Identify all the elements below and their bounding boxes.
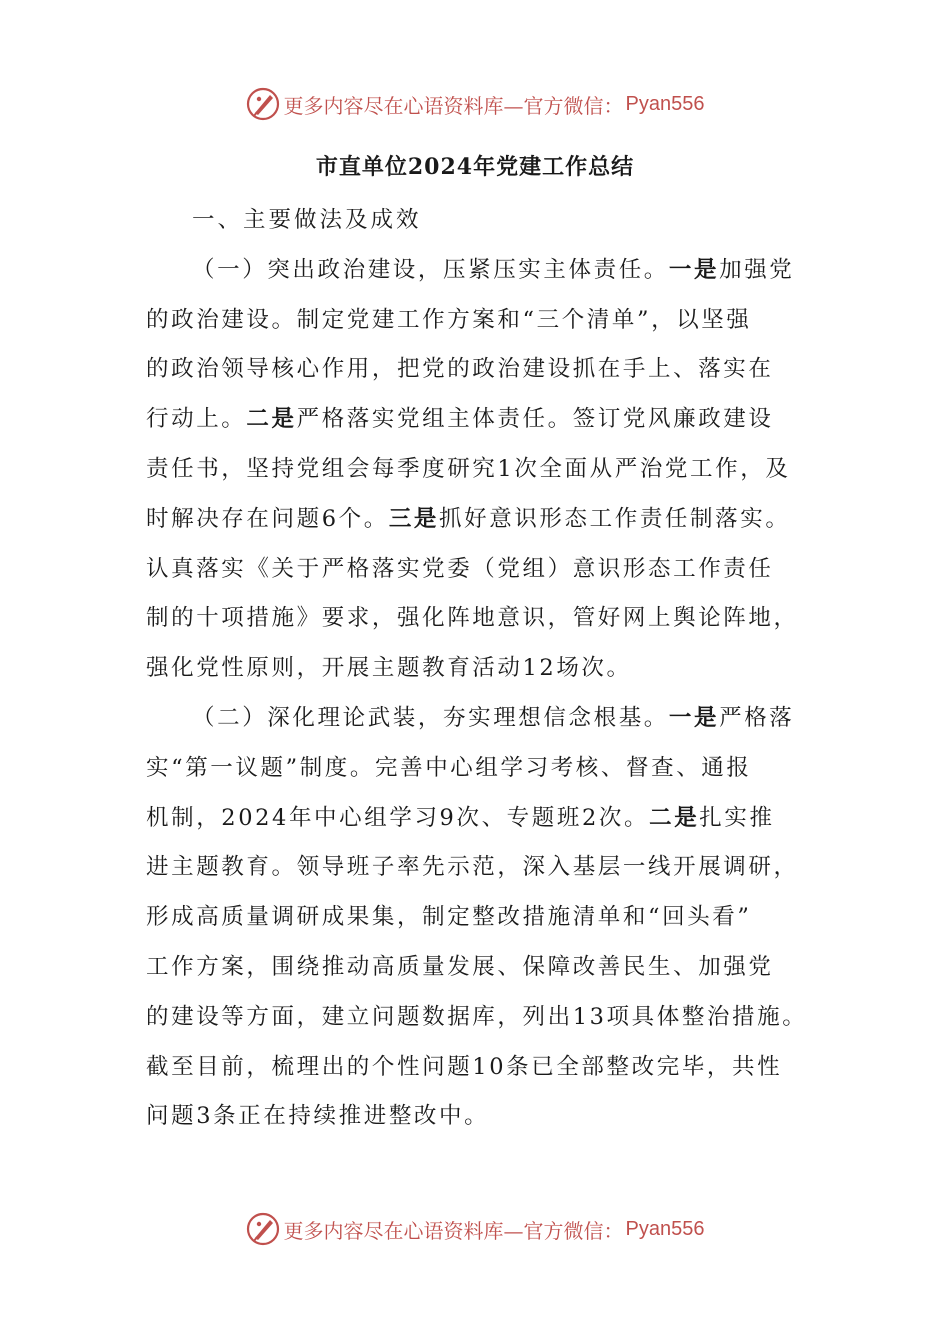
text-run: 工作方案，围绕推动高质量发展、保障改善民生、加强党 [146, 953, 774, 980]
emphasis-marker: 二是 [649, 804, 700, 831]
text-run: 严格落 [719, 704, 795, 731]
text-run: 截至目前，梳理出的个性问题10条已全部整改完毕，共性 [146, 1053, 783, 1080]
header-watermark-banner [0, 84, 950, 124]
text-run: 的政治建设。制定党建工作方案和“三个清单”，以坚强 [146, 306, 752, 333]
body-text-line [146, 345, 808, 395]
body-text-line [146, 993, 808, 1043]
body-text-line [146, 445, 808, 495]
document-title: 市直单位2024年党建工作总结 [315, 154, 635, 180]
text-run: 认真落实《关于严格落实党委（党组）意识形态工作责任 [146, 555, 774, 582]
body-text-line [146, 744, 808, 794]
footer-watermark-banner [0, 1209, 950, 1249]
text-run: 的建设等方面，建立问题数据库，列出13项具体整治措施。 [146, 1003, 808, 1030]
text-run: 机制，2024年中心组学习9次、专题班2次。 [146, 804, 650, 831]
emphasis-marker: 二是 [246, 406, 297, 433]
text-run: 抓好意识形态工作责任制落实。 [439, 505, 791, 532]
body-text-line [146, 694, 808, 744]
banner-brand-text: 更多内容尽在心语资料库—官方微信： [283, 93, 624, 118]
body-text-line [146, 1043, 808, 1093]
body-text-line [146, 495, 808, 545]
section-heading: 一、主要做法及成效 [192, 207, 422, 233]
body-text-line [146, 1092, 808, 1142]
text-run: 问题3条正在持续推进整改中。 [146, 1103, 490, 1130]
text-run: 严格落实党组主体责任。签订党风廉政建设 [296, 406, 774, 433]
body-text-line [146, 594, 808, 644]
quill-logo-icon [246, 87, 280, 121]
text-run: （一）突出政治建设，压紧压实主体责任。 [192, 256, 669, 283]
text-run: 时解决存在问题6个。 [146, 505, 389, 532]
body-text-line [146, 794, 808, 844]
body-text-line [146, 893, 808, 943]
text-run: 形成高质量调研成果集，制定整改措施清单和“回头看” [146, 904, 752, 931]
body-text-line [146, 296, 808, 346]
body-text-line [146, 644, 808, 694]
text-run: 实“第一议题”制度。完善中心组学习考核、督查、通报 [146, 754, 752, 781]
text-run: 强化党性原则，开展主题教育活动12场次。 [146, 655, 632, 682]
body-text-line [146, 943, 808, 993]
text-run: 责任书，坚持党组会每季度研究1次全面从严治党工作，及 [146, 455, 791, 482]
body-text-line [146, 395, 808, 445]
emphasis-marker: 一是 [668, 256, 720, 283]
text-run: 制的十项措施》要求，强化阵地意识，管好网上舆论阵地， [146, 605, 799, 632]
quill-logo-icon [246, 1212, 280, 1246]
emphasis-marker: 三是 [388, 505, 440, 532]
text-run: （二）深化理论武装，夯实理想信念根基。 [192, 704, 669, 731]
text-run: 的政治领导核心作用，把党的政治建设抓在手上、落实在 [146, 356, 774, 383]
body-text-line [146, 246, 808, 296]
body-text-line [146, 545, 808, 595]
text-run: 扎实推 [699, 804, 775, 831]
text-run: 进主题教育。领导班子率先示范，深入基层一线开展调研， [146, 854, 799, 881]
banner-brand-text: 更多内容尽在心语资料库—官方微信： [283, 1218, 624, 1243]
text-run: 行动上。 [146, 406, 247, 433]
banner-wechat-handle: Pyan556 [625, 1217, 705, 1240]
banner-wechat-handle: Pyan556 [625, 92, 705, 115]
document-body [146, 196, 808, 1142]
text-run: 加强党 [719, 256, 795, 283]
emphasis-marker: 一是 [668, 704, 720, 731]
body-text-line [146, 843, 808, 893]
